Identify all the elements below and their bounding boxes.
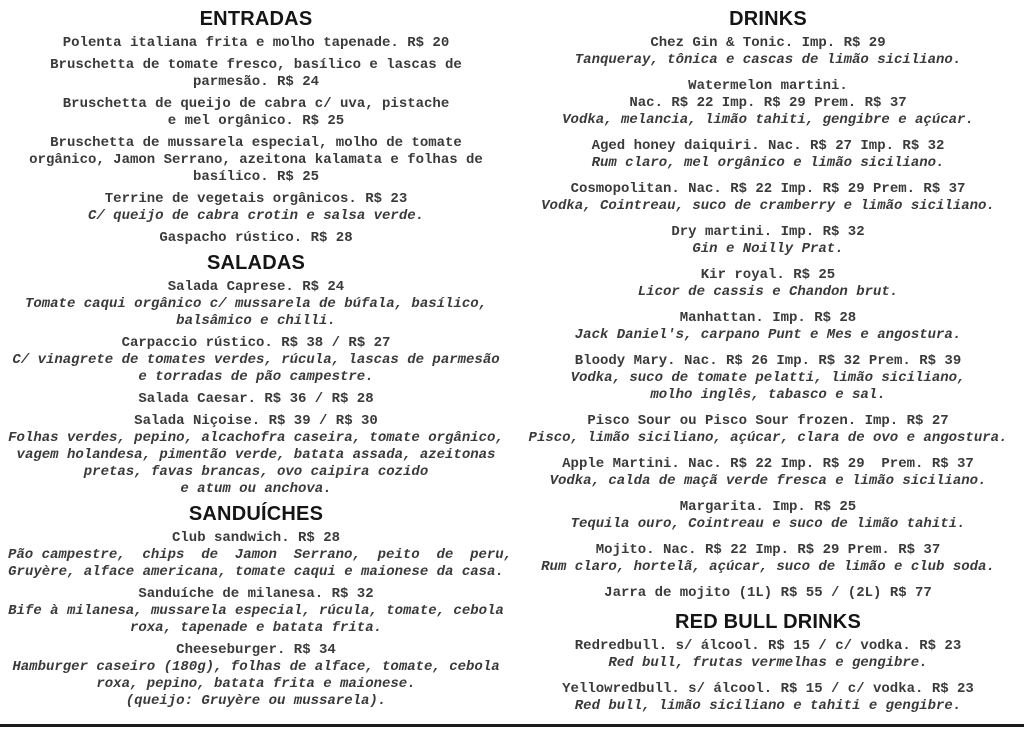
item-name-line: Cosmopolitan. Nac. R$ 22 Imp. R$ 29 Prem. R$ 37 (570, 181, 966, 197)
menu-section (520, 611, 1016, 715)
menu-item (520, 138, 1016, 172)
item-name-line: Bruschetta de mussarela especial, molho de tomate (50, 135, 462, 151)
section-title: SANDUÍCHES (188, 503, 324, 525)
item-name-line: Salada Caesar. R$ 36 / R$ 28 (138, 391, 374, 407)
item-desc-line: vagem holandesa, pimentão verde, batata assada, azeitonas (16, 447, 496, 463)
menu-item (520, 413, 1016, 447)
menu-column-right (512, 6, 1024, 724)
menu-item (520, 35, 1016, 69)
item-name-line: Redredbull. s/ álcool. R$ 15 / c/ vodka. R$ 23 (574, 638, 962, 654)
menu-item (8, 335, 504, 386)
menu-item (8, 279, 504, 330)
item-name-line: orgânico, Jamon Serrano, azeitona kalamata e folhas de (29, 152, 483, 168)
menu-item (8, 530, 513, 581)
item-desc-line: Pisco, limão siciliano, açúcar, clara de ovo e angostura. (528, 430, 1008, 446)
menu-item (8, 391, 504, 408)
menu-item (8, 35, 504, 52)
menu-item (520, 353, 1016, 404)
menu-section (8, 8, 504, 247)
item-name-line: Gaspacho rústico. R$ 28 (159, 230, 353, 246)
item-desc-line: Folhas verdes, pepino, alcachofra caseira, tomate orgânico, (8, 430, 504, 446)
item-name-line: Cheeseburger. R$ 34 (176, 642, 336, 658)
section-title: SALADAS (206, 252, 306, 274)
item-desc-line: Tomate caqui orgânico c/ mussarela de búfala, basílico, (24, 296, 488, 312)
item-desc-line: Jack Daniel's, carpano Punt e Mes e angostura. (574, 327, 962, 343)
item-desc-line: Vodka, suco de tomate pelatti, limão siciliano, (570, 370, 966, 386)
item-desc-line: Red bull, frutas vermelhas e gengibre. (608, 655, 928, 671)
item-name-line: Dry martini. Imp. R$ 32 (671, 224, 865, 240)
section-title: RED BULL DRINKS (675, 611, 861, 633)
item-desc-line: Gruyère, alface americana, tomate caqui e maionese da casa. (8, 564, 504, 580)
item-name-line: parmesão. R$ 24 (192, 74, 320, 90)
item-desc-line: e atum ou anchova. (180, 481, 332, 497)
menu-item (520, 585, 1016, 602)
menu-item (8, 191, 504, 225)
menu-item (520, 638, 1016, 672)
menu-item (520, 456, 1016, 490)
menu-item (8, 642, 504, 710)
item-name-line: Apple Martini. Nac. R$ 22 Imp. R$ 29 Prem. R$ 37 (562, 456, 974, 472)
item-desc-line: pretas, favas brancas, ovo caipira cozido (83, 464, 429, 480)
menu-section (520, 8, 1016, 602)
item-desc-line: Tequila ouro, Cointreau e suco de limão tahiti. (570, 516, 966, 532)
item-desc-line: Bife à milanesa, mussarela especial, rúcula, tomate, cebola (8, 603, 504, 619)
section-title: ENTRADAS (199, 8, 313, 30)
menu-section (8, 503, 513, 710)
menu-section (8, 252, 504, 498)
menu-item (8, 413, 504, 498)
item-desc-line: Rum claro, mel orgânico e limão siciliano. (591, 155, 945, 171)
bottom-rule (0, 724, 1024, 727)
item-name-line: Yellowredbull. s/ álcool. R$ 15 / c/ vodka. R$ 23 (562, 681, 974, 697)
item-desc-line: Vodka, calda de maçã verde fresca e limão siciliano. (549, 473, 987, 489)
item-name-line: Mojito. Nac. R$ 22 Imp. R$ 29 Prem. R$ 37 (595, 542, 941, 558)
item-name-line: Salada Niçoise. R$ 39 / R$ 30 (134, 413, 378, 429)
item-name-line: Watermelon martini. (688, 78, 848, 94)
item-desc-line: roxa, pepino, batata frita e maionese. (96, 676, 416, 692)
menu-item (520, 181, 1016, 215)
item-name-line: Carpaccio rústico. R$ 38 / R$ 27 (121, 335, 391, 351)
item-desc-line: balsâmico e chilli. (176, 313, 336, 329)
item-name-line: Bruschetta de tomate fresco, basílico e lascas de (50, 57, 462, 73)
item-name-line: Sanduíche de milanesa. R$ 32 (138, 586, 374, 602)
item-name-line: Manhattan. Imp. R$ 28 (679, 310, 857, 326)
menu-item (520, 224, 1016, 258)
item-name-line: Bruschetta de queijo de cabra c/ uva, pistache (62, 96, 450, 112)
menu-item (520, 310, 1016, 344)
item-name-line: Jarra de mojito (1L) R$ 55 / (2L) R$ 77 (604, 585, 932, 601)
item-name-line: basílico. R$ 25 (192, 169, 320, 185)
section-title: DRINKS (729, 8, 807, 30)
item-desc-line: molho inglês, tabasco e sal. (650, 387, 886, 403)
item-name-line: Polenta italiana frita e molho tapenade. R$ 20 (62, 35, 450, 51)
item-name-line: e mel orgânico. R$ 25 (167, 113, 345, 129)
item-desc-line: Gin e Noilly Prat. (692, 241, 844, 257)
menu-item (8, 586, 504, 637)
item-desc-line: Hamburger caseiro (180g), folhas de alface, tomate, cebola (12, 659, 500, 675)
item-desc-line: Red bull, limão siciliano e tahiti e gengibre. (574, 698, 962, 714)
menu-item (520, 542, 1016, 576)
item-name-line: Club sandwich. R$ 28 (171, 530, 341, 546)
item-name-line: Terrine de vegetais orgânicos. R$ 23 (104, 191, 408, 207)
item-desc-line: Rum claro, hortelã, açúcar, suco de limão e club soda. (541, 559, 995, 575)
item-name-line: Chez Gin & Tonic. Imp. R$ 29 (650, 35, 886, 51)
menu-item (520, 78, 1016, 129)
menu-item (8, 57, 504, 91)
item-name-line: Margarita. Imp. R$ 25 (679, 499, 857, 515)
menu-item (8, 96, 504, 130)
item-name-line: Bloody Mary. Nac. R$ 26 Imp. R$ 32 Prem. R$ 39 (574, 353, 962, 369)
item-desc-line: Licor de cassis e Chandon brut. (637, 284, 899, 300)
menu-item (520, 267, 1016, 301)
item-desc-line: C/ queijo de cabra crotin e salsa verde. (87, 208, 425, 224)
item-desc-line: Vodka, Cointreau, suco de cramberry e limão siciliano. (541, 198, 995, 214)
item-desc-line: (queijo: Gruyère ou mussarela). (125, 693, 387, 709)
item-name-line: Kir royal. R$ 25 (700, 267, 836, 283)
item-name-line: Nac. R$ 22 Imp. R$ 29 Prem. R$ 37 (629, 95, 907, 111)
item-desc-line: Pão campestre, chips de Jamon Serrano, peito de peru, (8, 547, 513, 563)
menu-item (8, 135, 504, 186)
item-desc-line: Vodka, melancia, limão tahiti, gengibre e açúcar. (562, 112, 974, 128)
menu-column-left (0, 6, 512, 724)
item-desc-line: Tanqueray, tônica e cascas de limão siciliano. (574, 52, 962, 68)
item-desc-line: C/ vinagrete de tomates verdes, rúcula, lascas de parmesão (12, 352, 500, 368)
item-name-line: Pisco Sour ou Pisco Sour frozen. Imp. R$ 27 (587, 413, 949, 429)
menu-item (520, 681, 1016, 715)
item-name-line: Aged honey daiquiri. Nac. R$ 27 Imp. R$ 32 (591, 138, 945, 154)
menu-item (8, 230, 504, 247)
item-name-line: Salada Caprese. R$ 24 (167, 279, 345, 295)
item-desc-line: roxa, tapenade e batata frita. (129, 620, 383, 636)
menu-item (520, 499, 1016, 533)
item-desc-line: e torradas de pão campestre. (138, 369, 374, 385)
